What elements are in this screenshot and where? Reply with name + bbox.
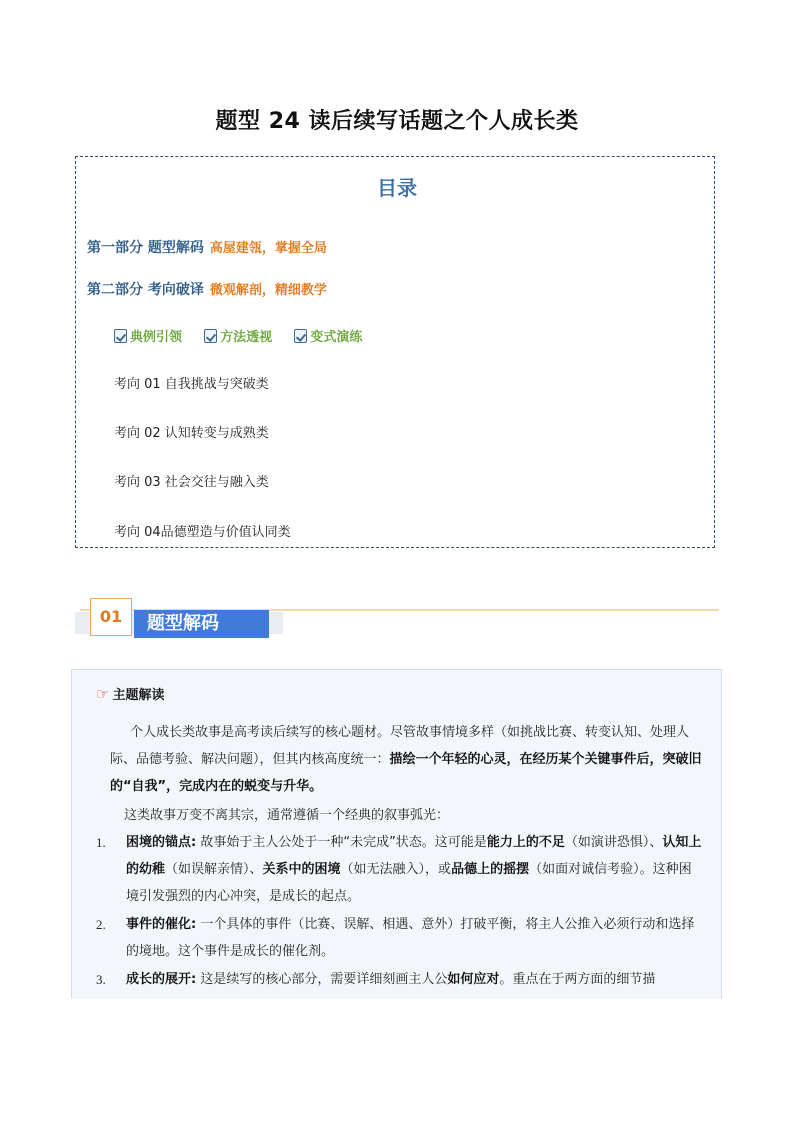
toc-heading: 目录 xyxy=(377,176,417,200)
toc-part-2-sub: 微观解剖，精细教学 xyxy=(209,283,327,298)
tool-examples: 典例引领 xyxy=(114,326,182,345)
section-number: 01 xyxy=(90,598,132,636)
checklist-icon xyxy=(294,329,307,343)
toc-item-1: 考向 01 自我挑战与突破类 xyxy=(114,377,269,392)
arc-paragraph: 这类故事万变不离其宗，通常遵循一个经典的叙事弧光： xyxy=(124,808,450,823)
page-title: 题型 24 读后续写话题之个人成长类 xyxy=(215,109,579,134)
toc-part-1-sub: 高屋建瓴，掌握全局 xyxy=(209,241,327,256)
checklist-icon xyxy=(204,329,217,343)
tool-methods: 方法透视 xyxy=(204,326,272,345)
toc-item-4: 考向 04品德塑造与价值认同类 xyxy=(114,525,291,540)
list-item: 3. 成长的展开: 这是续写的核心部分，需要详细刻画主人公如何应对。重点在于两方面的细节描 xyxy=(96,972,656,987)
toc-part-2 xyxy=(87,279,327,299)
toc-part-2-label: 第二部分 考向破译 xyxy=(87,282,204,298)
toc-part-1-label: 第一部分 题型解码 xyxy=(87,240,204,256)
section-label: 题型解码 xyxy=(134,610,269,638)
tool-practice: 变式演练 xyxy=(294,326,362,345)
content-heading: ☞ 主题解读 xyxy=(96,684,165,703)
checklist-icon xyxy=(114,329,127,343)
list-item: 1. 困境的锚点: 故事始于主人公处于一种“未完成”状态。这可能是能力上的不足（如演讲恐惧）、认知上的幼稚（如误解亲情）、关系中的困境（如无法融入），或品德上的摇摆（如面对诚信考验）。这种困境引发强烈的内心冲突，是成长的起点。 xyxy=(96,835,702,904)
intro-paragraph: 个人成长类故事是高考读后续写的核心题材。尽管故事情境多样（如挑战比赛、转变认知、处理人际、品德考验、解决问题），但其内核高度统一：描绘一个年轻的心灵，在经历某个关键事件后，突破旧的“自我”，完成内在的蜕变与升华。 xyxy=(110,725,702,794)
pointing-hand-icon: ☞ xyxy=(96,684,110,703)
toc-item-3: 考向 03 社会交往与融入类 xyxy=(114,475,269,490)
toc-tools xyxy=(114,326,380,347)
toc-item-2: 考向 02 认知转变与成熟类 xyxy=(114,426,269,441)
list-item: 2. 事件的催化: 一个具体的事件（比赛、误解、相遇、意外）打破平衡，将主人公推入必须行动和选择的境地。这个事件是成长的催化剂。 xyxy=(96,917,695,959)
toc-part-1 xyxy=(87,237,327,257)
